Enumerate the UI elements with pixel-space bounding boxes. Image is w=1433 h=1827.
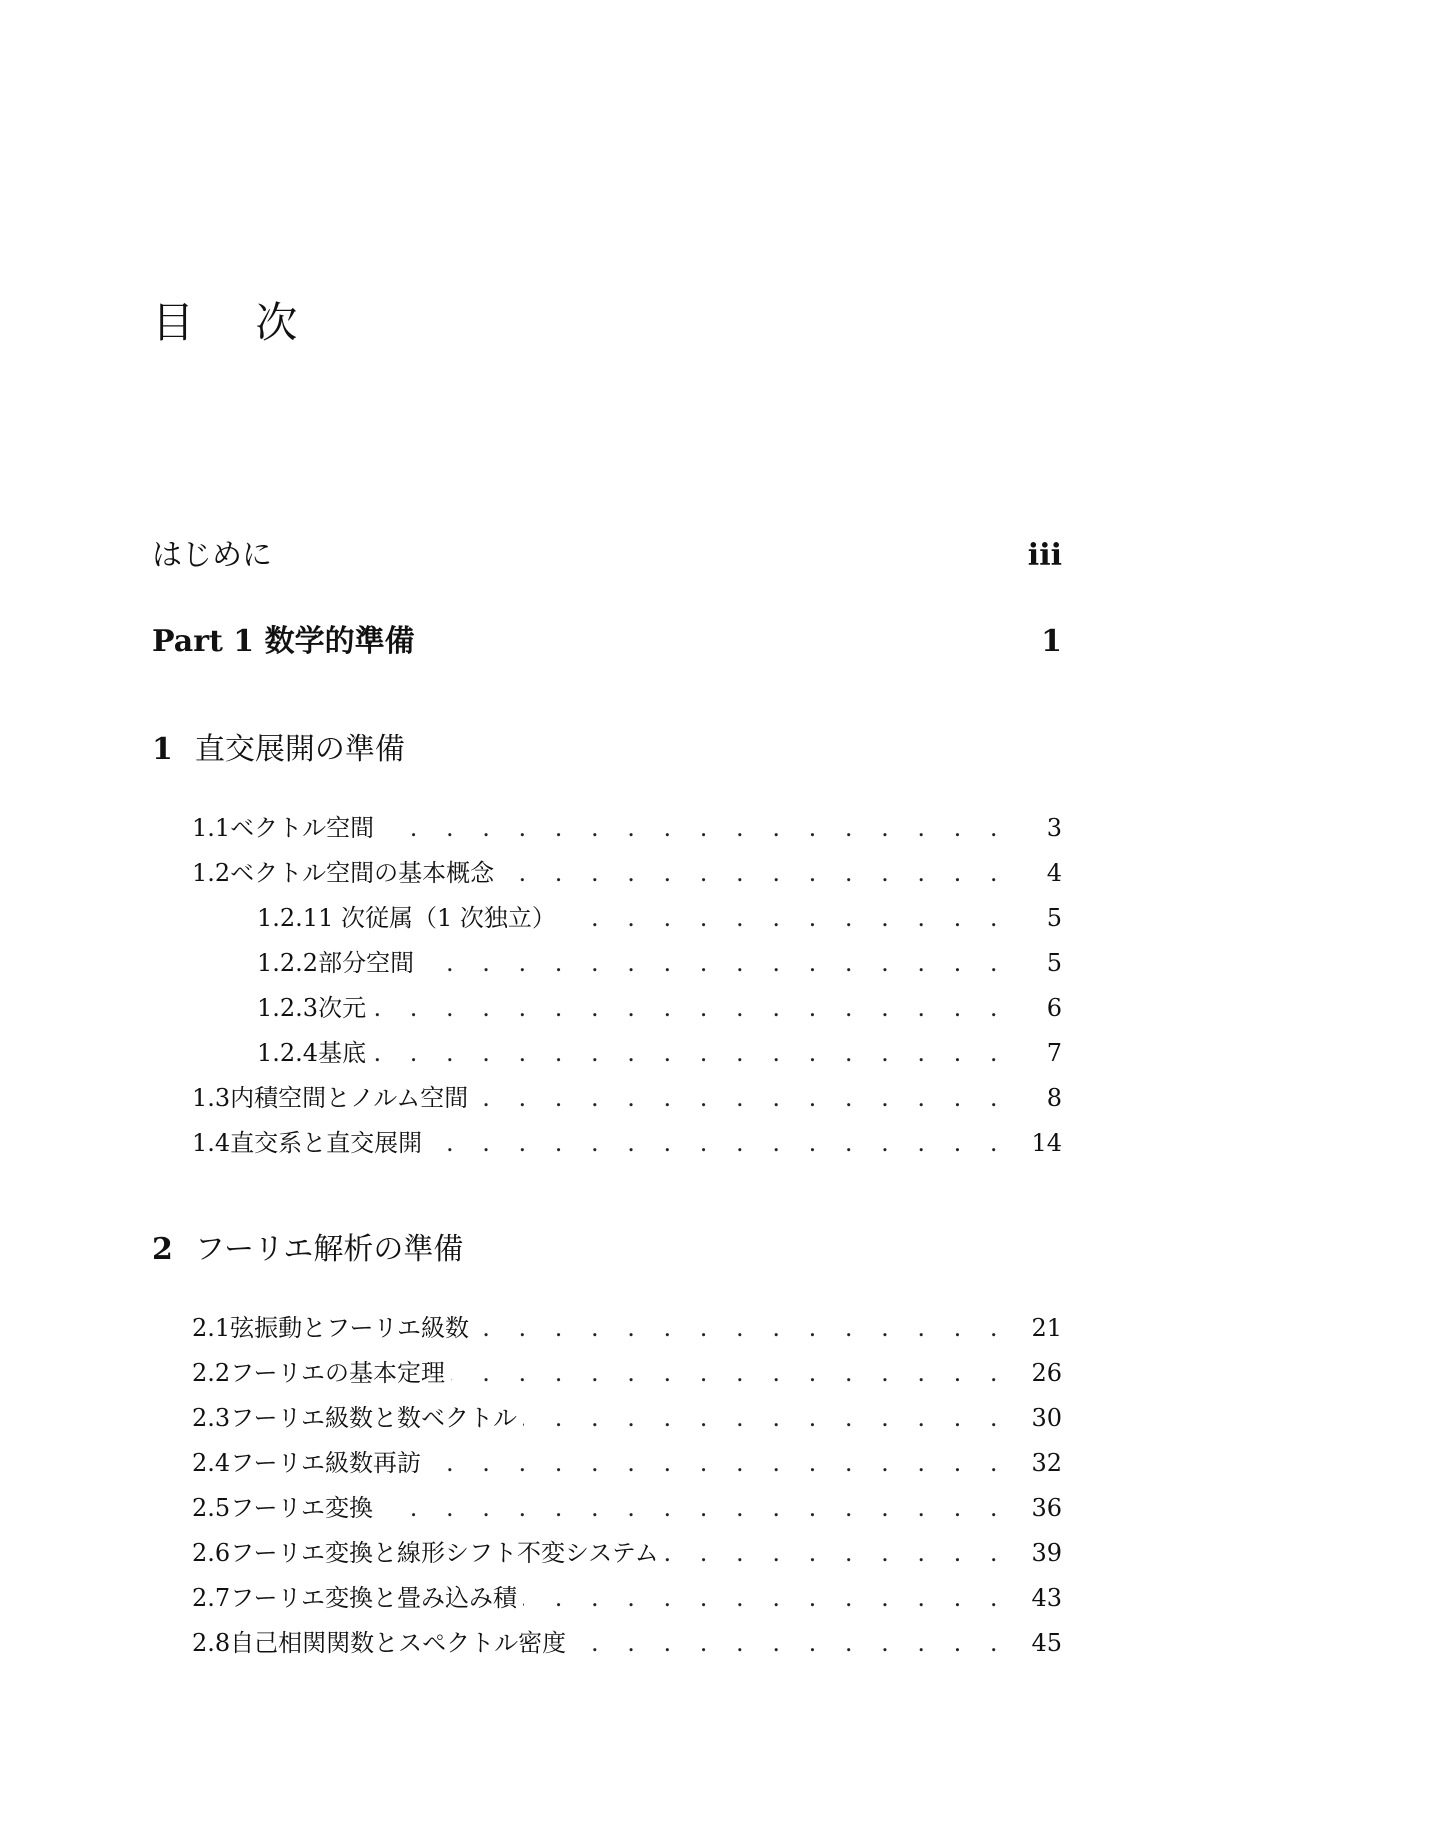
section-page: 5	[1046, 904, 1062, 932]
section-page: 6	[1046, 994, 1062, 1022]
section-title: 直交系と直交展開	[230, 1129, 423, 1157]
section-title: フーリエ級数と数ベクトル	[230, 1404, 517, 1432]
toc-line[interactable]	[192, 1623, 1062, 1658]
chapter-number: 2	[152, 1232, 173, 1267]
section-title: フーリエの基本定理	[230, 1359, 445, 1387]
section-page: 30	[1031, 1404, 1062, 1432]
section-title: 内積空間とノルム空間	[230, 1084, 469, 1112]
section-number: 1.2.3	[257, 994, 319, 1022]
toc-line[interactable]	[192, 1443, 1062, 1478]
section-title: 弦振動とフーリエ級数	[230, 1314, 469, 1342]
section-page: 32	[1031, 1449, 1062, 1477]
toc-line[interactable]	[192, 808, 1062, 843]
dot-leader	[451, 1359, 1008, 1387]
dot-leader	[427, 1449, 1008, 1477]
section-number: 1.2	[192, 859, 231, 887]
section-page: 7	[1046, 1039, 1062, 1067]
dot-leader	[572, 1629, 1008, 1657]
section-number: 2.1	[192, 1314, 231, 1342]
section-page: 8	[1046, 1084, 1062, 1112]
section-number: 1.2.2	[257, 949, 319, 977]
section-title: 部分空間	[318, 949, 415, 977]
section-number: 2.2	[192, 1359, 231, 1387]
section-title: 自己相関関数とスペクトル密度	[230, 1629, 567, 1657]
chapter-title: 直交展開の準備	[194, 732, 405, 767]
section-page: 21	[1031, 1314, 1062, 1342]
part1-page: 1	[1041, 624, 1062, 659]
toc-chapter-1[interactable]	[152, 724, 1062, 768]
section-page: 14	[1031, 1129, 1062, 1157]
section-title: フーリエ変換	[230, 1494, 373, 1522]
toc-line[interactable]	[192, 1078, 1062, 1113]
section-number: 1.3	[192, 1084, 231, 1112]
toc-chapter-2[interactable]	[152, 1224, 1062, 1268]
section-title: フーリエ級数再訪	[230, 1449, 421, 1477]
section-number: 2.7	[192, 1584, 231, 1612]
dot-leader	[379, 1494, 1008, 1522]
dot-leader	[475, 1314, 1008, 1342]
toc-line[interactable]	[192, 1353, 1062, 1388]
toc-entry-part1[interactable]	[152, 616, 1062, 660]
toc-line[interactable]	[192, 853, 1062, 888]
toc-entry-preface[interactable]	[152, 530, 1062, 574]
section-page: 4	[1046, 859, 1062, 887]
section-number: 2.3	[192, 1404, 231, 1432]
section-number: 1.1	[192, 814, 231, 842]
toc-line[interactable]	[192, 1398, 1062, 1433]
section-page: 36	[1031, 1494, 1062, 1522]
toc-line[interactable]	[192, 1488, 1062, 1523]
toc-line[interactable]	[257, 898, 1062, 933]
section-page: 5	[1046, 949, 1062, 977]
section-title: ベクトル空間の基本概念	[230, 859, 495, 887]
section-title: 1 次従属（1 次独立）	[318, 904, 556, 932]
section-page: 39	[1031, 1539, 1062, 1567]
section-page: 3	[1046, 814, 1062, 842]
dot-leader	[523, 1404, 1008, 1432]
dot-leader	[474, 1084, 1008, 1112]
dot-leader	[428, 1129, 1008, 1157]
section-page: 26	[1031, 1359, 1062, 1387]
section-title: フーリエ変換と線形シフト不変システム	[230, 1539, 659, 1567]
section-number: 1.4	[192, 1129, 231, 1157]
dot-leader	[562, 904, 1008, 932]
toc-line[interactable]	[192, 1533, 1062, 1568]
dot-leader	[372, 1039, 1008, 1067]
toc-line[interactable]	[257, 1033, 1062, 1068]
section-number: 2.4	[192, 1449, 231, 1477]
dot-leader	[500, 859, 1008, 887]
dot-leader	[420, 949, 1008, 977]
toc-line[interactable]	[192, 1308, 1062, 1343]
toc-line[interactable]	[192, 1123, 1062, 1158]
dot-leader	[372, 994, 1008, 1022]
dot-leader	[665, 1539, 1008, 1567]
section-title: 基底	[318, 1039, 367, 1067]
section-title: フーリエ変換と畳み込み積	[230, 1584, 517, 1612]
part1-label: Part 1 数学的準備	[152, 624, 415, 659]
dot-leader	[380, 814, 1008, 842]
preface-label: はじめに	[152, 538, 272, 573]
dot-leader	[523, 1584, 1008, 1612]
toc-title: 目 次	[152, 298, 322, 347]
preface-page: iii	[1027, 538, 1062, 573]
section-title: 次元	[318, 994, 367, 1022]
chapter-number: 1	[152, 732, 173, 767]
toc-line[interactable]	[257, 943, 1062, 978]
chapter-title: フーリエ解析の準備	[194, 1232, 464, 1267]
section-number: 2.5	[192, 1494, 231, 1522]
toc-line[interactable]	[257, 988, 1062, 1023]
section-number: 2.6	[192, 1539, 231, 1567]
section-number: 1.2.1	[257, 904, 319, 932]
toc-line[interactable]	[192, 1578, 1062, 1613]
section-title: ベクトル空間	[230, 814, 375, 842]
section-page: 43	[1031, 1584, 1062, 1612]
section-number: 2.8	[192, 1629, 231, 1657]
section-number: 1.2.4	[257, 1039, 319, 1067]
section-page: 45	[1031, 1629, 1062, 1657]
